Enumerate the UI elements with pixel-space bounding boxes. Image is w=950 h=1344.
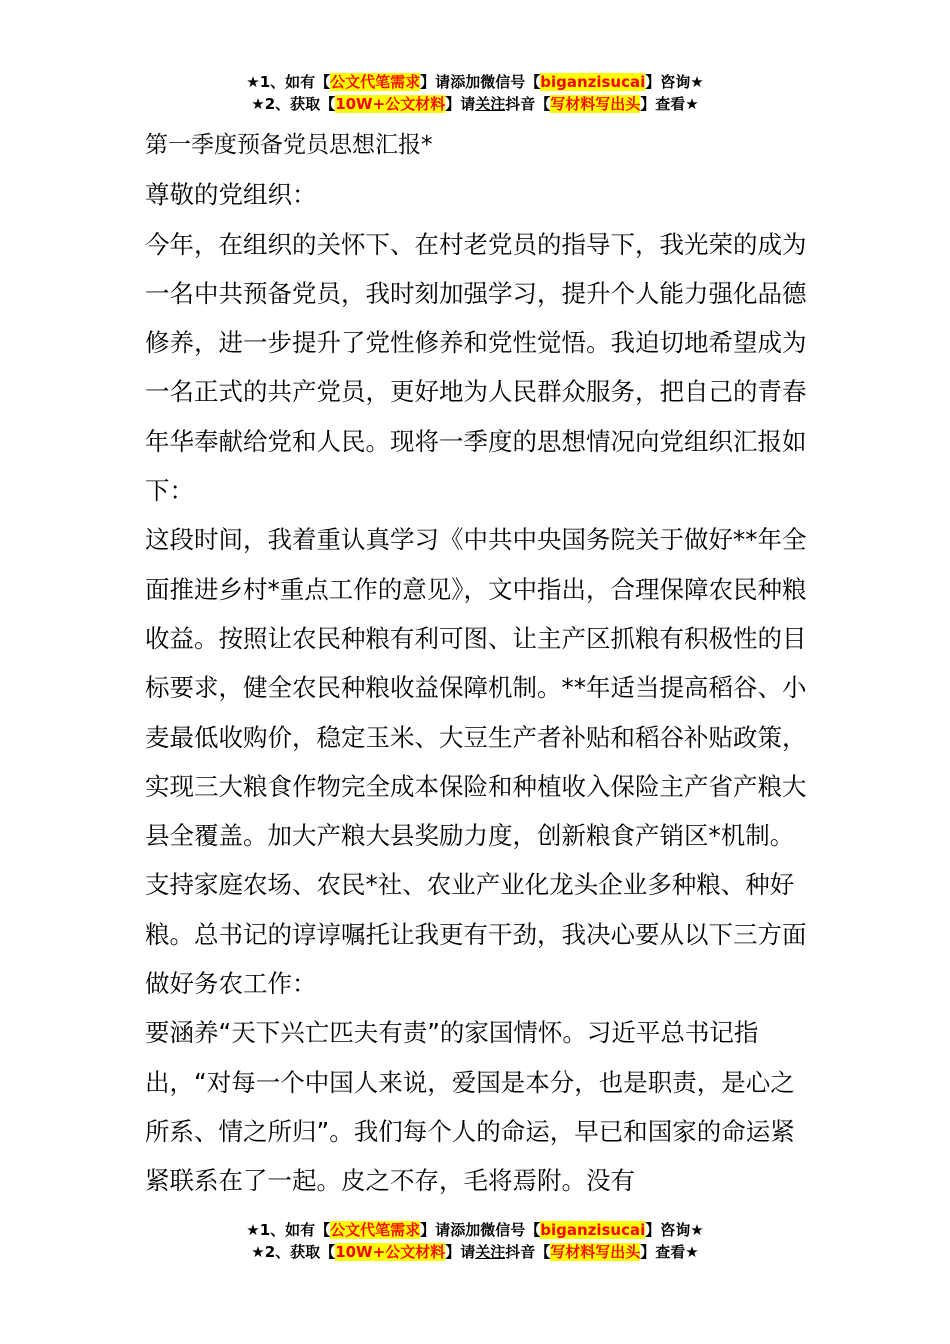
banner-line-2: [0, 93, 950, 115]
banner-emphasis: 关注: [475, 95, 506, 113]
paragraph: 要涵养“天下兴亡匹夫有责”的家国情怀。习近平总书记指出，“对每一个中国人来说，爱国是本分，也是职责，是心之所系、情之所归”。我们每个人的命运，早已和国家的命运紧紧联系在了一起。皮之不存，毛将焉附。没有: [145, 1018, 795, 1196]
banner-highlight: 10W+公文材料: [335, 95, 446, 113]
paragraph: 这段时间，我着重认真学习《中共中央国务院关于做好**年全面推进乡村*重点工作的意见》，文中指出，合理保障农民种粮收益。按照让农民种粮有利可图、让主产区抓粮有积极性的目标要求，健全农民种粮收益保障机制。**年适当提高稻谷、小麦最低收购价，稳定玉米、大豆生产者补贴和稻谷补贴政策，实现三大粮食作物完全成本保险和种植收入保险主产省产粮大县全覆盖。加大产粮大县奖励力度，创新粮食产销区*机制。支持家庭农场、农民*社、农业产业化龙头企业多种粮、种好粮。总书记的谆谆嘱托让我更有干劲，我决心要从以下三方面做好务农工作：: [145, 525, 807, 999]
banner-text: ★2、获取【: [251, 1243, 336, 1261]
document-title: 第一季度预备党员思想汇报*: [145, 132, 433, 158]
banner-text: 抖音【: [505, 95, 551, 113]
banner-highlight: 写材料写出头: [550, 1243, 641, 1261]
banner-emphasis: 关注: [475, 1243, 506, 1261]
banner-text: 抖音【: [505, 1243, 551, 1261]
banner-text: 】查看★: [640, 95, 699, 113]
banner-text: 】请: [445, 1243, 476, 1261]
banner-highlight: 公文代笔需求: [330, 1221, 421, 1239]
banner-emphasis: 添加: [450, 73, 481, 91]
banner-line-1: [0, 1219, 950, 1241]
banner-highlight: 写材料写出头: [550, 95, 641, 113]
banner-highlight: biganzisucai: [540, 73, 646, 91]
footer-banner: [0, 1219, 950, 1263]
header-banner: [0, 71, 950, 115]
banner-text: 】咨询★: [645, 73, 704, 91]
banner-emphasis: 添加: [450, 1221, 481, 1239]
banner-text: 】查看★: [640, 1243, 699, 1261]
banner-text: 微信号【: [480, 1221, 541, 1239]
banner-highlight: 10W+公文材料: [335, 1243, 446, 1261]
banner-text: ★1、如有【: [246, 73, 331, 91]
document-body: [145, 121, 811, 1206]
banner-text: ★2、获取【: [251, 95, 336, 113]
banner-highlight: biganzisucai: [540, 1221, 646, 1239]
banner-line-2: [0, 1241, 950, 1263]
banner-text: 】请: [445, 95, 476, 113]
salutation: 尊敬的党组织：: [145, 180, 317, 210]
banner-text: 】咨询★: [645, 1221, 704, 1239]
banner-highlight: 公文代笔需求: [330, 73, 421, 91]
banner-text: ★1、如有【: [246, 1221, 331, 1239]
banner-text: 】请: [420, 73, 451, 91]
paragraph: 今年，在组织的关怀下、在村老党员的指导下，我光荣的成为一名中共预备党员，我时刻加强学习，提升个人能力强化品德修养，进一步提升了党性修养和党性觉悟。我迫切地希望成为一名正式的共产党员，更好地为人民群众服务，把自己的青春年华奉献给党和人民。现将一季度的思想情况向党组织汇报如下：: [145, 229, 807, 506]
banner-line-1: [0, 71, 950, 93]
banner-text: 微信号【: [480, 73, 541, 91]
banner-text: 】请: [420, 1221, 451, 1239]
